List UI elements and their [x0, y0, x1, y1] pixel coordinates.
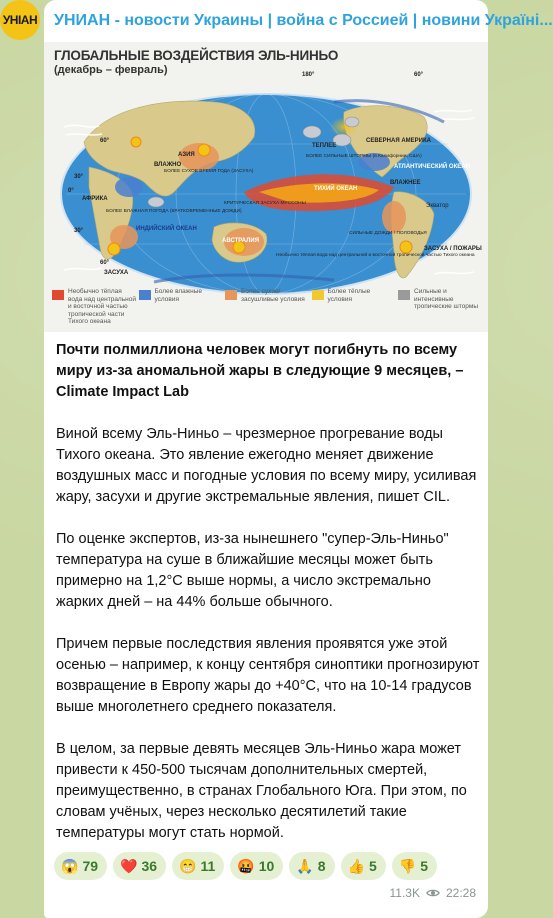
- map-legend: [52, 288, 482, 328]
- reaction-scream[interactable]: 😱 79: [54, 852, 107, 880]
- svg-text:БОЛЕЕ ВЛАЖНАЯ ПОГОДА (КРАТКОВР: БОЛЕЕ ВЛАЖНАЯ ПОГОДА (КРАТКОВРЕМЕННЫЕ ДОЖДИ): [106, 209, 242, 214]
- svg-text:БОЛЕЕ СИЛЬНЫЕ ШТОРМЫ (в Калифо: БОЛЕЕ СИЛЬНЫЕ ШТОРМЫ (в Калифорнии, США): [306, 154, 422, 159]
- svg-text:ВЛАЖНЕЕ: ВЛАЖНЕЕ: [390, 180, 421, 186]
- post-paragraph: В целом, за первые девять месяцев Эль-Ниньо жара может привести к 450-500 тысячам дополнительных смертей, преимущественно, в странах Глобального Юга. При этом, по словам учёных, через несколько десятилетий такие температуры могут стать нормой.: [56, 741, 467, 841]
- message-bubble: [44, 0, 553, 918]
- svg-text:60°: 60°: [100, 260, 110, 266]
- legend-item: Более влажные условия: [139, 288, 223, 328]
- svg-text:30°: 30°: [74, 174, 84, 180]
- svg-text:БОЛЕЕ СУХОЕ ВРЕМЯ ГОДА (ЗАСУХА: БОЛЕЕ СУХОЕ ВРЕМЯ ГОДА (ЗАСУХА): [164, 169, 254, 174]
- svg-text:0°: 0°: [68, 188, 74, 194]
- legend-storm-icon: [398, 290, 410, 300]
- message-meta: [390, 884, 477, 902]
- post-paragraph: Виной всему Эль-Ниньо – чрезмерное прогревание воды Тихого океана. Это явление ежегодно меняет движение воздушных масс и погодные условия по всему миру, усиливая жару, засухи и другие экстремальные явления, пишет CIL.: [56, 426, 477, 505]
- post-text: [56, 340, 480, 844]
- reaction-heart[interactable]: ❤️ 36: [113, 852, 166, 880]
- svg-text:ИНДИЙСКИЙ ОКЕАН: ИНДИЙСКИЙ ОКЕАН: [136, 226, 197, 232]
- svg-text:АФРИКА: АФРИКА: [82, 196, 108, 202]
- reaction-grin[interactable]: 😁 11: [172, 852, 224, 880]
- legend-item: Более сухие/засушливые условия: [225, 288, 309, 328]
- top-label: 180°: [302, 72, 315, 78]
- post-headline: Почти полмиллиона человек могут погибнуть по всему миру из-за аномальной жары в следующие 9 месяцев, – Climate Impact Lab: [56, 342, 464, 400]
- reactions-bar: [54, 852, 484, 880]
- reaction-thumbs-up[interactable]: 👍 5: [341, 852, 386, 880]
- svg-text:ТЕПЛЕЕ: ТЕПЛЕЕ: [312, 143, 337, 149]
- svg-text:КРИТИЧЕСКАЯ ЗАСУХА МУССОНЫ: КРИТИЧЕСКАЯ ЗАСУХА МУССОНЫ: [224, 201, 306, 206]
- view-count: 11.3K: [389, 886, 420, 900]
- legend-swatch: [312, 290, 324, 300]
- legend-item: Сильные и интенсивные тропические штормы: [398, 288, 482, 328]
- svg-text:СИЛЬНЫЕ ДОЖДИ / ПОЛОВОДЬЯ: СИЛЬНЫЕ ДОЖДИ / ПОЛОВОДЬЯ: [349, 231, 427, 236]
- legend-swatch: [225, 290, 237, 300]
- svg-text:АВСТРАЛИЯ: АВСТРАЛИЯ: [222, 238, 260, 244]
- eye-icon: [426, 886, 440, 900]
- svg-text:ТИХИЙ ОКЕАН: ТИХИЙ ОКЕАН: [314, 186, 358, 192]
- channel-name[interactable]: УНИАН - новости Украины | война с Россией | новини Україні...: [54, 12, 553, 29]
- svg-text:Экватор: Экватор: [426, 203, 449, 209]
- svg-text:60°: 60°: [100, 138, 110, 144]
- figure-subtitle: (декабрь – февраль): [54, 64, 168, 76]
- figure-title: ГЛОБАЛЬНЫЕ ВОЗДЕЙСТВИЯ ЭЛЬ-НИНЬО: [54, 48, 339, 63]
- legend-swatch: [52, 290, 64, 300]
- svg-text:60°: 60°: [414, 72, 424, 78]
- svg-text:30°: 30°: [74, 228, 84, 234]
- legend-item: Необычно тёплая вода над центральной и восточной частью тропической части Тихого океана: [52, 288, 136, 328]
- reaction-pray[interactable]: 🙏 8: [289, 852, 334, 880]
- post-paragraph: По оценке экспертов, из-за нынешнего "супер-Эль-Ниньо" температура на суше в ближайшие месяцы может быть примерно на 1,2°C выше нормы, а число экстремально жарких дней – на 44% больше обычного.: [56, 531, 449, 610]
- svg-text:АТЛАНТИЧЕСКИЙ ОКЕАН: АТЛАНТИЧЕСКИЙ ОКЕАН: [394, 164, 470, 170]
- svg-text:СЕВЕРНАЯ АМЕРИКА: СЕВЕРНАЯ АМЕРИКА: [366, 138, 431, 144]
- reaction-angry[interactable]: 🤬 10: [230, 852, 283, 880]
- message-time: 22:28: [445, 886, 476, 900]
- svg-text:ЗАСУХА / ПОЖАРЫ: ЗАСУХА / ПОЖАРЫ: [424, 246, 482, 252]
- svg-text:Необычно тёплая вода над центр: Необычно тёплая вода над центральной и восточной тропической частью Тихого океана: [276, 253, 475, 258]
- channel-avatar[interactable]: УНІАН: [0, 0, 40, 40]
- post-image[interactable]: [44, 42, 488, 332]
- post-paragraph: Причем первые последствия явления проявятся уже этой осенью – например, к концу сентября синоптики прогнозируют возвращение в Европу жары до +40°C, что на 10-14 градусов выше многолетнего среднего показателя.: [56, 636, 480, 715]
- reaction-thumbs-down[interactable]: 👎 5: [392, 852, 437, 880]
- legend-swatch: [139, 290, 151, 300]
- svg-text:ЗАСУХА: ЗАСУХА: [104, 270, 129, 276]
- svg-text:АЗИЯ: АЗИЯ: [178, 152, 195, 158]
- svg-text:ВЛАЖНО: ВЛАЖНО: [154, 162, 182, 168]
- legend-item: Более тёплые условия: [312, 288, 396, 328]
